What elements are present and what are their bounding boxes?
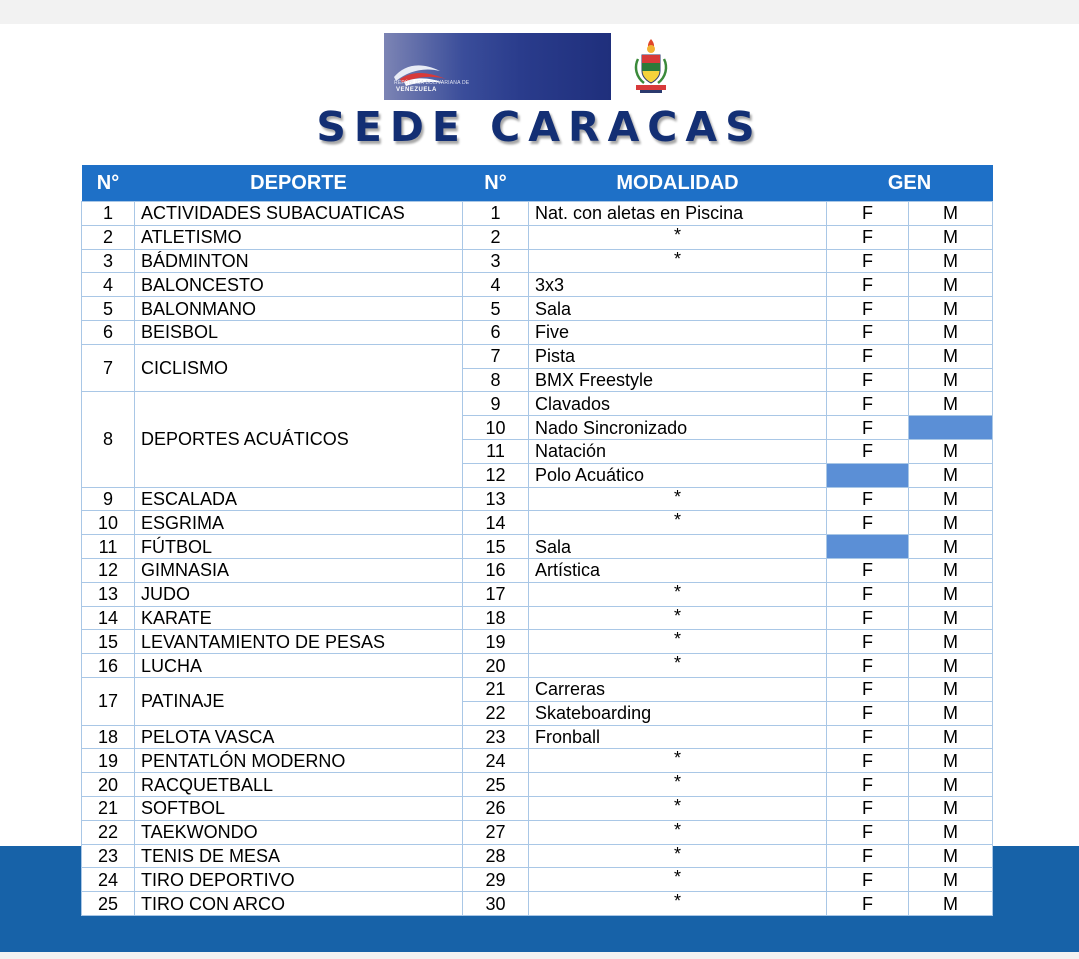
gen-female: F	[827, 487, 909, 511]
gen-male: M	[909, 320, 993, 344]
modalidad-number: 17	[463, 582, 529, 606]
modalidad-name: *	[529, 892, 827, 916]
gen-female: F	[827, 606, 909, 630]
deporte-name: ACTIVIDADES SUBACUATICAS	[135, 202, 463, 226]
modalidad-number: 11	[463, 439, 529, 463]
gen-male: M	[909, 725, 993, 749]
gen-female: F	[827, 749, 909, 773]
gen-male: M	[909, 606, 993, 630]
modalidad-name: *	[529, 582, 827, 606]
deporte-name: BEISBOL	[135, 320, 463, 344]
modalidad-name: Natación	[529, 439, 827, 463]
deporte-number: 1	[82, 202, 135, 226]
table-row	[82, 297, 993, 321]
deporte-name: PELOTA VASCA	[135, 725, 463, 749]
deporte-number: 23	[82, 844, 135, 868]
table-row	[82, 820, 993, 844]
modalidad-number: 1	[463, 202, 529, 226]
gen-male: M	[909, 892, 993, 916]
modalidad-number: 10	[463, 416, 529, 440]
deporte-number: 11	[82, 535, 135, 559]
gen-female: F	[827, 796, 909, 820]
deporte-number: 13	[82, 582, 135, 606]
modalidad-number: 8	[463, 368, 529, 392]
sports-table	[81, 165, 993, 916]
deporte-number: 4	[82, 273, 135, 297]
modalidad-number: 7	[463, 344, 529, 368]
gen-female: F	[827, 630, 909, 654]
deporte-name: LEVANTAMIENTO DE PESAS	[135, 630, 463, 654]
modalidad-name: 3x3	[529, 273, 827, 297]
deporte-name: SOFTBOL	[135, 796, 463, 820]
deporte-name: DEPORTES ACUÁTICOS	[135, 392, 463, 487]
deporte-name: FÚTBOL	[135, 535, 463, 559]
table-row	[82, 273, 993, 297]
modalidad-number: 24	[463, 749, 529, 773]
deporte-name: TENIS DE MESA	[135, 844, 463, 868]
modalidad-name: Fronball	[529, 725, 827, 749]
modalidad-number: 3	[463, 249, 529, 273]
modalidad-name: *	[529, 844, 827, 868]
gen-male: M	[909, 796, 993, 820]
modalidad-name: Nat. con aletas en Piscina	[529, 202, 827, 226]
modalidad-number: 4	[463, 273, 529, 297]
table-row	[82, 796, 993, 820]
deporte-name: TIRO DEPORTIVO	[135, 868, 463, 892]
gen-male: M	[909, 511, 993, 535]
logo-country: VENEZUELA	[396, 87, 437, 93]
header-no2: N°	[463, 165, 529, 202]
modalidad-name: Artística	[529, 558, 827, 582]
gen-male: M	[909, 844, 993, 868]
deporte-name: TAEKWONDO	[135, 820, 463, 844]
gen-female: F	[827, 344, 909, 368]
table-row	[82, 892, 993, 916]
header-no: N°	[82, 165, 135, 202]
gen-male: M	[909, 701, 993, 725]
gen-male: M	[909, 582, 993, 606]
deporte-number: 25	[82, 892, 135, 916]
gen-male: M	[909, 463, 993, 487]
modalidad-number: 26	[463, 796, 529, 820]
deporte-number: 22	[82, 820, 135, 844]
deporte-number: 16	[82, 654, 135, 678]
modalidad-name: *	[529, 630, 827, 654]
table-row	[82, 225, 993, 249]
modalidad-name: *	[529, 773, 827, 797]
gen-female: F	[827, 249, 909, 273]
deporte-name: BÁDMINTON	[135, 249, 463, 273]
modalidad-name: *	[529, 868, 827, 892]
modalidad-number: 23	[463, 725, 529, 749]
modalidad-name: *	[529, 820, 827, 844]
modalidad-name: *	[529, 654, 827, 678]
gen-female: F	[827, 868, 909, 892]
gen-female-empty	[827, 463, 909, 487]
deporte-name: KARATE	[135, 606, 463, 630]
table-row	[82, 535, 993, 559]
modalidad-number: 20	[463, 654, 529, 678]
table-row	[82, 773, 993, 797]
deporte-number: 19	[82, 749, 135, 773]
gen-female: F	[827, 392, 909, 416]
modalidad-number: 29	[463, 868, 529, 892]
gen-female: F	[827, 273, 909, 297]
deporte-number: 15	[82, 630, 135, 654]
deporte-number: 20	[82, 773, 135, 797]
gen-male: M	[909, 249, 993, 273]
table-row	[82, 249, 993, 273]
table-row	[82, 558, 993, 582]
modalidad-name: Skateboarding	[529, 701, 827, 725]
gen-male: M	[909, 558, 993, 582]
gen-female: F	[827, 320, 909, 344]
gen-female: F	[827, 582, 909, 606]
deporte-number: 21	[82, 796, 135, 820]
modalidad-number: 27	[463, 820, 529, 844]
gen-male: M	[909, 654, 993, 678]
modalidad-number: 15	[463, 535, 529, 559]
deporte-number: 24	[82, 868, 135, 892]
deporte-name: PENTATLÓN MODERNO	[135, 749, 463, 773]
gen-female: F	[827, 225, 909, 249]
deporte-number: 9	[82, 487, 135, 511]
deporte-name: GIMNASIA	[135, 558, 463, 582]
modalidad-name: Carreras	[529, 677, 827, 701]
modalidad-number: 22	[463, 701, 529, 725]
table-row	[82, 677, 993, 701]
modalidad-number: 18	[463, 606, 529, 630]
gen-male: M	[909, 535, 993, 559]
gen-female: F	[827, 677, 909, 701]
header-deporte: DEPORTE	[135, 165, 463, 202]
modalidad-number: 14	[463, 511, 529, 535]
table-row	[82, 654, 993, 678]
gen-female-empty	[827, 535, 909, 559]
modalidad-name: *	[529, 606, 827, 630]
gen-male: M	[909, 487, 993, 511]
gen-male: M	[909, 677, 993, 701]
modalidad-number: 12	[463, 463, 529, 487]
table-row	[82, 868, 993, 892]
deporte-name: TIRO CON ARCO	[135, 892, 463, 916]
gen-female: F	[827, 202, 909, 226]
deporte-number: 12	[82, 558, 135, 582]
modalidad-number: 13	[463, 487, 529, 511]
gen-male: M	[909, 392, 993, 416]
top-strip	[0, 0, 1079, 24]
table-row	[82, 511, 993, 535]
deporte-name: BALONMANO	[135, 297, 463, 321]
modalidad-number: 2	[463, 225, 529, 249]
modalidad-number: 30	[463, 892, 529, 916]
modalidad-number: 16	[463, 558, 529, 582]
deporte-name: LUCHA	[135, 654, 463, 678]
deporte-number: 5	[82, 297, 135, 321]
deporte-number: 3	[82, 249, 135, 273]
table-row	[82, 725, 993, 749]
table-row	[82, 630, 993, 654]
table-row	[82, 320, 993, 344]
modalidad-name: *	[529, 225, 827, 249]
gen-male: M	[909, 202, 993, 226]
gen-female: F	[827, 368, 909, 392]
page-title: SEDE CARACAS	[316, 103, 763, 151]
modalidad-number: 21	[463, 677, 529, 701]
deporte-number: 6	[82, 320, 135, 344]
table-row	[82, 582, 993, 606]
deporte-name: JUDO	[135, 582, 463, 606]
table-row	[82, 844, 993, 868]
deporte-name: CICLISMO	[135, 344, 463, 392]
gen-male: M	[909, 225, 993, 249]
modalidad-name: Nado Sincronizado	[529, 416, 827, 440]
deporte-number: 8	[82, 392, 135, 487]
modalidad-name: Sala	[529, 297, 827, 321]
gen-male: M	[909, 630, 993, 654]
deporte-name: PATINAJE	[135, 677, 463, 725]
gen-male: M	[909, 439, 993, 463]
deporte-number: 2	[82, 225, 135, 249]
modalidad-name: *	[529, 749, 827, 773]
deporte-number: 10	[82, 511, 135, 535]
modalidad-name: *	[529, 511, 827, 535]
bottom-strip	[0, 952, 1079, 959]
gen-male: M	[909, 868, 993, 892]
modalidad-name: Clavados	[529, 392, 827, 416]
modalidad-number: 25	[463, 773, 529, 797]
gen-male: M	[909, 820, 993, 844]
gen-female: F	[827, 297, 909, 321]
header-gen: GEN	[827, 165, 993, 202]
gen-female: F	[827, 892, 909, 916]
gen-female: F	[827, 416, 909, 440]
deporte-name: RACQUETBALL	[135, 773, 463, 797]
deporte-number: 7	[82, 344, 135, 392]
gen-female: F	[827, 820, 909, 844]
deporte-name: ATLETISMO	[135, 225, 463, 249]
gen-female: F	[827, 511, 909, 535]
table-row	[82, 392, 993, 416]
gen-male: M	[909, 368, 993, 392]
gen-female: F	[827, 701, 909, 725]
modalidad-number: 28	[463, 844, 529, 868]
gen-male: M	[909, 344, 993, 368]
deporte-number: 18	[82, 725, 135, 749]
gen-female: F	[827, 558, 909, 582]
deporte-name: ESGRIMA	[135, 511, 463, 535]
modalidad-number: 19	[463, 630, 529, 654]
gen-female: F	[827, 844, 909, 868]
modalidad-name: BMX Freestyle	[529, 368, 827, 392]
gen-male: M	[909, 749, 993, 773]
modalidad-name: *	[529, 249, 827, 273]
gen-female: F	[827, 439, 909, 463]
table-row	[82, 606, 993, 630]
gen-female: F	[827, 725, 909, 749]
modalidad-name: Pista	[529, 344, 827, 368]
gen-male: M	[909, 773, 993, 797]
gen-male: M	[909, 273, 993, 297]
modalidad-name: Five	[529, 320, 827, 344]
modalidad-number: 6	[463, 320, 529, 344]
logo-caption: REPÚBLICA BOLIVARIANA DE	[394, 80, 470, 86]
table-row	[82, 202, 993, 226]
table-row	[82, 344, 993, 368]
deporte-name: ESCALADA	[135, 487, 463, 511]
modalidad-name: Polo Acuático	[529, 463, 827, 487]
modalidad-name: *	[529, 796, 827, 820]
table-row	[82, 487, 993, 511]
modalidad-number: 9	[463, 392, 529, 416]
modalidad-name: Sala	[529, 535, 827, 559]
table-header-row	[82, 165, 993, 202]
deporte-number: 14	[82, 606, 135, 630]
gen-female: F	[827, 654, 909, 678]
gen-male-empty	[909, 416, 993, 440]
gen-female: F	[827, 773, 909, 797]
gen-male: M	[909, 297, 993, 321]
table-row	[82, 749, 993, 773]
ministry-logo	[384, 33, 611, 100]
modalidad-number: 5	[463, 297, 529, 321]
deporte-number: 17	[82, 677, 135, 725]
deporte-name: BALONCESTO	[135, 273, 463, 297]
coat-of-arms-icon	[628, 37, 674, 95]
modalidad-name: *	[529, 487, 827, 511]
header-modalidad: MODALIDAD	[529, 165, 827, 202]
